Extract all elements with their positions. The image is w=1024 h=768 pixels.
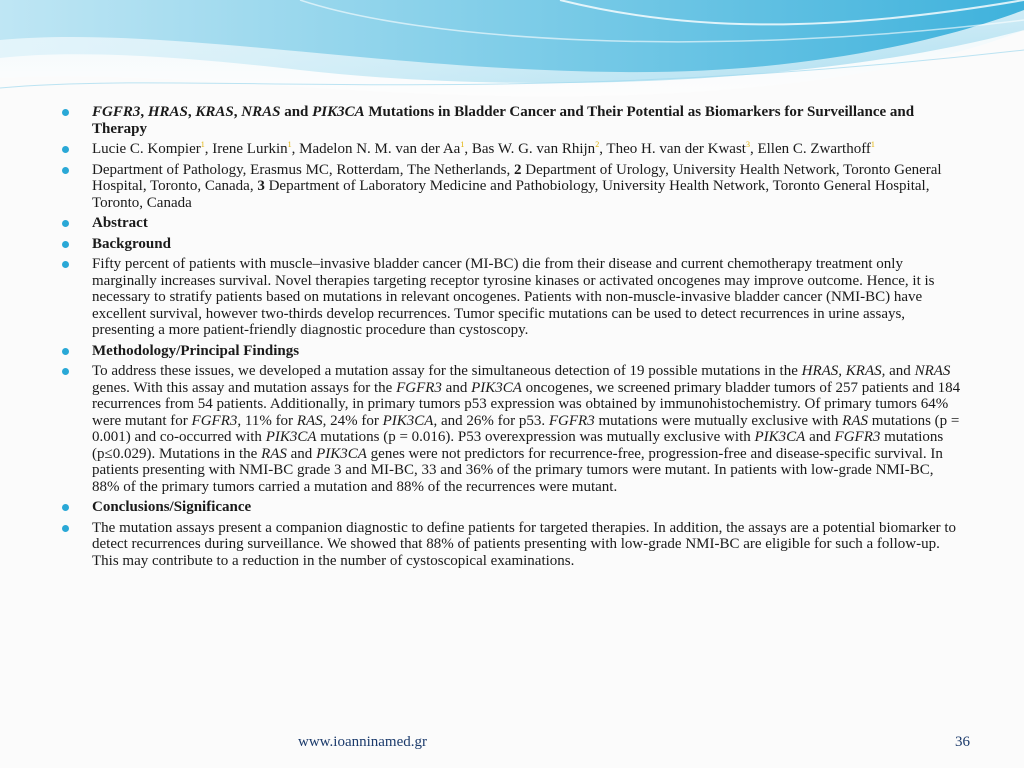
methodology-text	[92, 363, 960, 495]
authors-item	[62, 141, 962, 158]
gene-name: PIK3CA	[316, 445, 367, 462]
text-segment: and	[885, 363, 915, 379]
text-segment: To address these issues, we developed a mutation assay for the simultaneous detection of 19 possible mutations in the	[92, 363, 802, 379]
bullet-icon	[62, 167, 69, 174]
title-rest: Mutations in Bladder Cancer and Their Potential as Biomarkers for Surveillance and Therapy	[92, 104, 915, 137]
gene-name: PIK3CA	[265, 429, 317, 445]
author-name: Bas W. G. van Rhijn	[471, 141, 596, 157]
background-text: Fifty percent of patients with muscle–invasive bladder cancer (MI-BC) die from their disease and current chemotherapy treatment only marginally increases survival. Novel therapies targeting receptor tyrosine kinases or activated oncogenes may improve outcome. Hence, it is necessary to stratify patients based on mutations in relevant oncogenes. Patients with non-muscle-invasive bladder cancer (NMI-BC) have excellent survival, however two-thirds develop recurrences. Tumor specific mutations can be used to detect recurrences in urine assays, presenting a more patient-friendly diagnostic procedure than cystoscopy.	[92, 256, 935, 338]
gene-pik3ca: PIK3CA	[312, 104, 365, 120]
text-segment: mutations were mutually exclusive with	[594, 412, 843, 429]
conclusions-heading: Conclusions/Significance	[92, 499, 252, 515]
footer-url[interactable]: www.ioanninamed.gr	[298, 734, 427, 750]
gene-name: PIK3CA	[754, 429, 806, 445]
text-segment: genes. With this assay and mutation assays for the	[92, 379, 397, 396]
text-segment: and	[441, 379, 472, 396]
text-segment: mutations (p = 0.001) and co-occurred with	[92, 412, 960, 445]
text-segment: genes were not predictors for recurrence-free, progression-free and disease-specific survival. In patients presenting with NMI-BC grade 3 and MI-BC, 33 and 36% of the primary tumors were mutant. In patients with low-grade NMI-BC, 88% of the primary tumors carried a mutation and 88% of the recurrences were mutant.	[92, 445, 943, 495]
gene-kras: KRAS	[195, 104, 234, 120]
gene-fgfr3: FGFR3	[92, 104, 141, 120]
bullet-icon	[62, 368, 69, 375]
gene-name: PIK3CA	[382, 412, 434, 429]
affiliation-text: Department of Pathology, Erasmus MC, Rotterdam, The Netherlands, 2 Department of Urology, University Health Network, Toronto General Hospital, Toronto, Canada, 3 Department of Laboratory Medicine and Pathobiology, University Health Network, Toronto General Hospital, Toronto, Canada	[92, 161, 942, 211]
text-segment: , 24% for	[322, 412, 383, 429]
author-name: Theo H. van der Kwast	[606, 141, 746, 157]
gene-name: HRAS, KRAS,	[801, 363, 886, 379]
gene-name: PIK3CA	[471, 379, 522, 396]
paper-title: FGFR3, HRAS, KRAS, NRAS and PIK3CA Mutations in Bladder Cancer and Their Potential as Biomarkers for Surveillance and Therapy	[92, 104, 915, 137]
conclusions-heading-item	[62, 499, 962, 516]
author-affiliation-marker: 1	[460, 140, 465, 149]
gene-name: RAS	[842, 412, 868, 429]
gene-name: FGFR3	[834, 429, 881, 445]
author-affiliation-marker: 2	[595, 140, 600, 149]
text-segment: , 11% for	[237, 412, 297, 429]
header-wave-banner	[0, 0, 1024, 110]
gene-name: RAS	[261, 445, 287, 462]
bullet-icon	[62, 504, 69, 511]
gene-hras: HRAS	[147, 104, 188, 120]
gene-name: FGFR3	[396, 379, 442, 396]
bullet-icon	[62, 241, 69, 248]
abstract-heading-item	[62, 215, 962, 232]
gene-name: FGFR3	[191, 412, 238, 429]
text-segment: mutations (p = 0.016). P53 overexpression was mutually exclusive with	[316, 429, 755, 445]
affiliation-item	[62, 162, 962, 212]
text-segment: and	[805, 429, 835, 445]
conclusions-text-item	[62, 520, 962, 570]
title-item	[62, 104, 962, 137]
background-text-item	[62, 256, 962, 339]
text-segment: oncogenes, we screened primary bladder tumors of 257 patients and 184 recurrences from 54 patients. Additionally, in primary tumors p53 expression was obtained by immunohistochemistry. Of primary tumors 64% were mutant for	[92, 379, 961, 429]
author-affiliation-marker: 1	[287, 140, 292, 149]
slide-content	[62, 104, 962, 573]
background-heading: Background	[92, 235, 171, 252]
gene-name: RAS	[296, 412, 323, 429]
abstract-heading: Abstract	[92, 215, 148, 231]
methodology-text-item	[62, 363, 962, 495]
author-name: Ellen C. Zwarthoff	[757, 141, 871, 157]
author-affiliation-marker: 1	[200, 140, 205, 149]
methodology-heading: Methodology/Principal Findings	[92, 342, 300, 359]
author-affiliation-marker: 3	[745, 140, 750, 149]
bullet-icon	[62, 109, 69, 116]
methodology-heading-item	[62, 343, 962, 360]
page-number: 36	[955, 734, 970, 750]
bullet-icon	[62, 348, 69, 355]
author-name: Lucie C. Kompier	[92, 141, 201, 157]
text-segment: , and 26% for p53.	[433, 412, 549, 429]
gene-nras: NRAS	[241, 104, 281, 120]
text-segment: and	[286, 445, 317, 462]
gene-name: NRAS	[914, 363, 951, 379]
bullet-icon	[62, 146, 69, 153]
bullet-icon	[62, 220, 69, 227]
author-name: Madelon N. M. van der Aa	[299, 141, 461, 157]
background-heading-item	[62, 236, 962, 253]
conclusions-text: The mutation assays present a companion diagnostic to define patients for targeted therapies. In addition, the assays are a potential biomarker to detect recurrences during surveillance. We showed that 88% of patients presenting with low-grade NMI-BC are eligible for such a follow-up. This may contribute to a reduction in the number of cystoscopical examinations.	[92, 519, 957, 569]
author-name: Irene Lurkin	[212, 141, 288, 157]
gene-name: FGFR3	[548, 412, 595, 429]
author-list: Lucie C. Kompier$^1$, Irene Lurkin$^1$, Madelon N. M. van der Aa$^1$, Bas W. G. van Rhijn$^2$, Theo H. van der Kwast$^3$, Ellen C. Zwarthoff$^1$	[92, 140, 875, 157]
bullet-icon	[62, 261, 69, 268]
author-affiliation-marker: 1	[870, 140, 875, 149]
bullet-icon	[62, 525, 69, 532]
text-segment: mutations (p≤0.029). Mutations in the	[92, 429, 944, 462]
